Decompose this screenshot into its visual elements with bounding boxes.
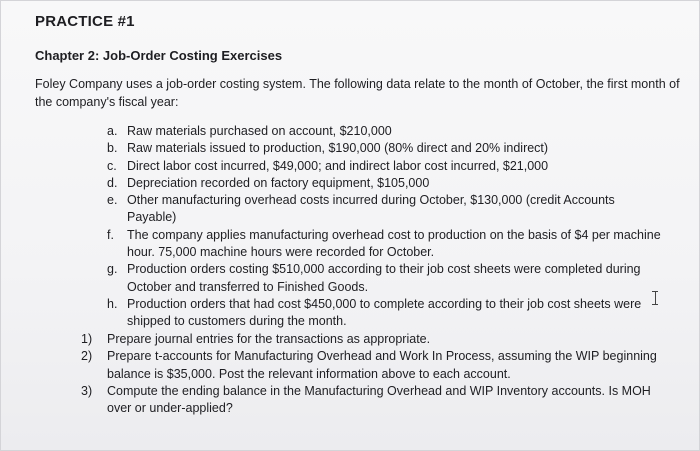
list-item-marker: g. [107, 262, 118, 277]
task-item [81, 331, 676, 348]
list-item-text: Direct labor cost incurred, $49,000; and indirect labor cost incurred, $21,000 [127, 158, 549, 173]
task-item-text: Prepare t-accounts for Manufacturing Overhead and Work In Process, assuming the WIP beginning balance is $35,000. Post the relevant information above to each account. [107, 349, 657, 381]
list-item-text: Raw materials issued to production, $190,000 (80% direct and 20% indirect) [127, 141, 549, 156]
list-item [97, 158, 667, 175]
task-item-text: Prepare journal entries for the transactions as appropriate. [107, 332, 431, 346]
list-item-text: Other manufacturing overhead costs incurred during October, $130,000 (credit Accounts Payable) [127, 193, 615, 225]
task-item [81, 348, 676, 383]
list-item-text: Depreciation recorded on factory equipment, $105,000 [127, 175, 430, 190]
list-item [97, 261, 667, 296]
page-title: PRACTICE #1 [35, 13, 135, 30]
transaction-list [97, 123, 667, 331]
text-cursor-icon [651, 291, 659, 305]
task-list [81, 331, 676, 417]
list-item-marker: c. [107, 158, 117, 173]
list-item [97, 227, 667, 262]
list-item [97, 175, 667, 192]
task-item-text: Compute the ending balance in the Manufacturing Overhead and WIP Inventory accounts. Is MOH over or under-applied? [107, 383, 651, 416]
list-item [97, 296, 667, 331]
list-item [97, 140, 667, 157]
chapter-heading: Chapter 2: Job-Order Costing Exercises [35, 48, 283, 63]
task-item [81, 383, 676, 418]
list-item-text: Production orders that had cost $450,000 to complete according to their job cost sheets were shipped to customers during the month. [127, 296, 642, 329]
list-item-marker: d. [107, 175, 118, 190]
task-item-marker: 1) [81, 332, 93, 346]
list-item-marker: e. [107, 193, 118, 208]
list-item-text: Production orders costing $510,000 according to their job cost sheets were completed during October and transferred to Finished Goods. [127, 262, 641, 294]
list-item-marker: h. [107, 296, 118, 311]
list-item [97, 192, 667, 227]
task-item-marker: 3) [81, 383, 93, 398]
list-item-marker: f. [107, 227, 114, 242]
list-item-text: The company applies manufacturing overhead cost to production on the basis of $4 per machine hour. 75,000 machine hours were recorded for October. [127, 227, 661, 260]
list-item-marker: b. [107, 141, 118, 156]
list-item [97, 123, 667, 140]
list-item-text: Raw materials purchased on account, $210,000 [127, 124, 392, 138]
list-item-marker: a. [107, 124, 118, 138]
intro-paragraph: Foley Company uses a job-order costing system. The following data relate to the month of October, the first month of the company's fiscal year: [35, 77, 680, 109]
task-item-marker: 2) [81, 349, 93, 364]
